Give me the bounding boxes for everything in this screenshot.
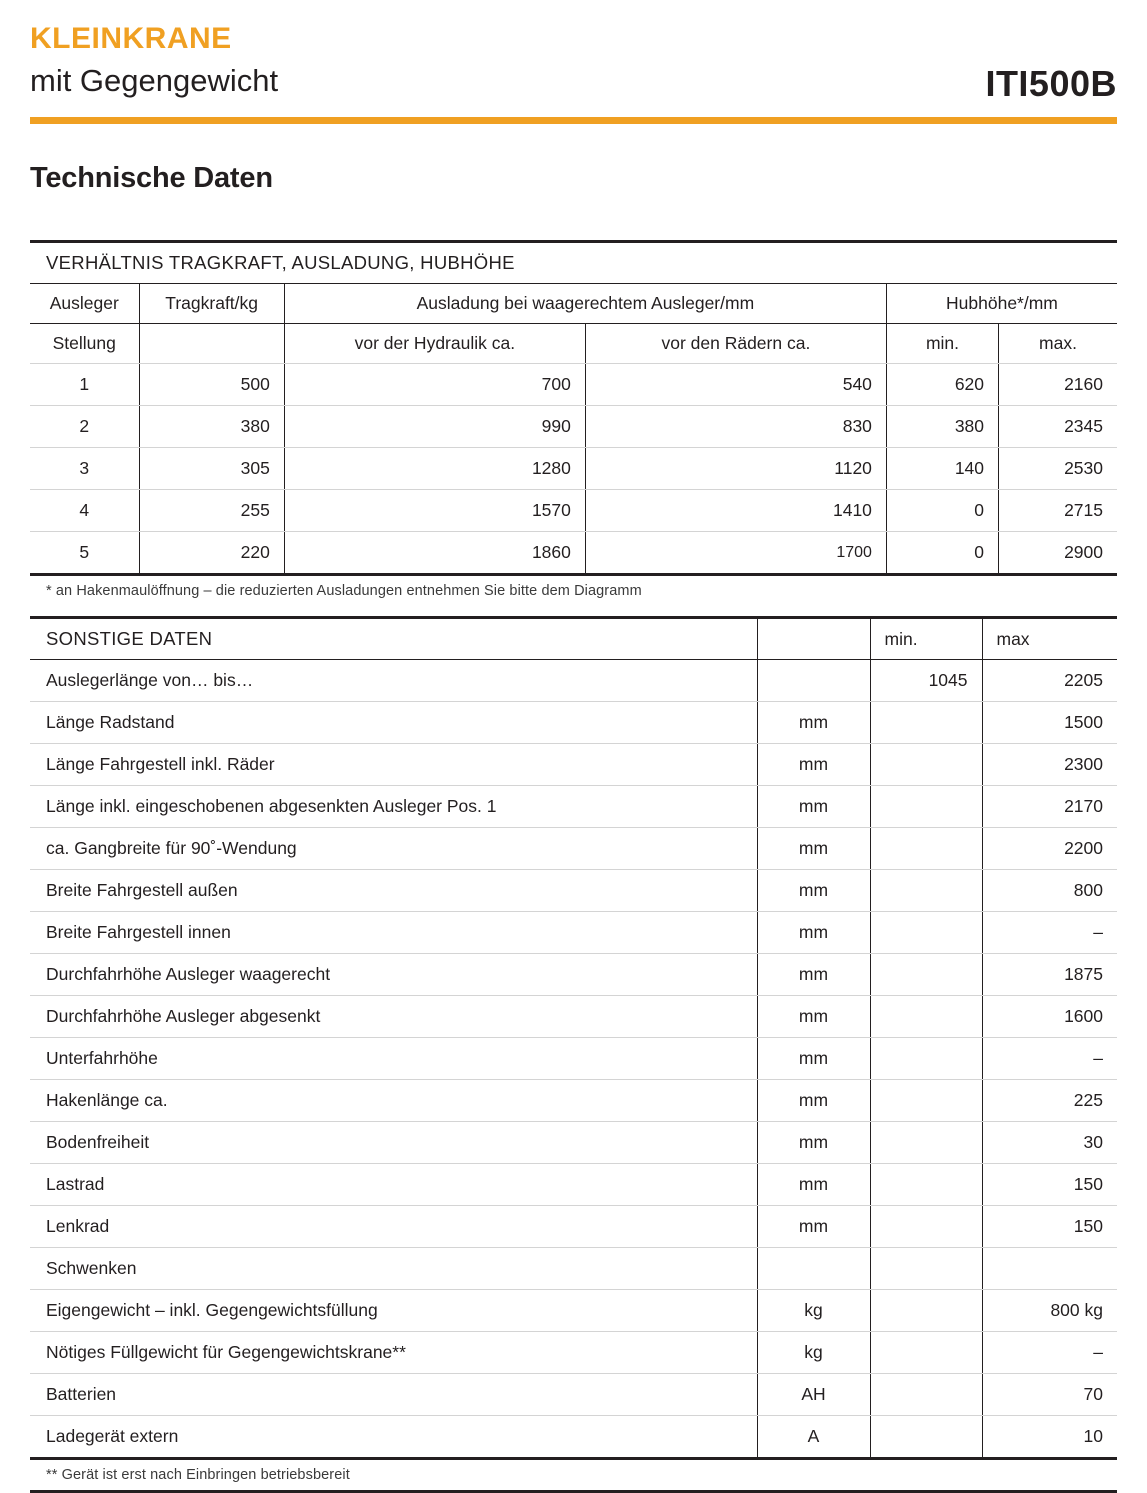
th-stellung: Stellung — [30, 324, 139, 364]
table-row — [30, 996, 1117, 1038]
row-label: Durchfahrhöhe Ausleger waagerecht — [30, 954, 757, 996]
row-max: – — [982, 912, 1117, 954]
row-min — [870, 702, 982, 744]
table-row — [30, 1122, 1117, 1164]
table-row — [30, 1206, 1117, 1248]
row-unit: AH — [757, 1374, 870, 1416]
row-unit: mm — [757, 1122, 870, 1164]
row-label: Eigengewicht – inkl. Gegengewichtsfüllung — [30, 1290, 757, 1332]
cell-tragkraft: 255 — [139, 490, 284, 532]
row-label: Durchfahrhöhe Ausleger abgesenkt — [30, 996, 757, 1038]
th-max: max. — [999, 324, 1117, 364]
th-raeder: vor den Rädern ca. — [585, 324, 886, 364]
row-max: 30 — [982, 1122, 1117, 1164]
cell-max: 2900 — [999, 532, 1117, 575]
table-row — [30, 490, 1117, 532]
row-min: 1045 — [870, 660, 982, 702]
table2-th-max: max — [982, 618, 1117, 660]
row-unit: mm — [757, 828, 870, 870]
table-row — [30, 448, 1117, 490]
cell-raeder: 830 — [585, 406, 886, 448]
row-min — [870, 870, 982, 912]
table-row — [30, 1416, 1117, 1459]
row-unit: mm — [757, 870, 870, 912]
row-max: 2200 — [982, 828, 1117, 870]
row-unit — [757, 1248, 870, 1290]
th-ausleger: Ausleger — [30, 284, 139, 324]
cell-hydraulik: 1280 — [284, 448, 585, 490]
row-unit: mm — [757, 954, 870, 996]
row-label: Unterfahrhöhe — [30, 1038, 757, 1080]
product-subtitle: mit Gegengewicht — [30, 62, 279, 98]
row-label: Bodenfreiheit — [30, 1122, 757, 1164]
th-hydraulik: vor der Hydraulik ca. — [284, 324, 585, 364]
row-max: 10 — [982, 1416, 1117, 1459]
cell-stellung: 1 — [30, 364, 139, 406]
model-number: ITI500B — [985, 63, 1117, 104]
row-max: – — [982, 1332, 1117, 1374]
row-unit: mm — [757, 1080, 870, 1122]
row-max: 800 kg — [982, 1290, 1117, 1332]
table-row — [30, 1374, 1117, 1416]
row-label: Hakenlänge ca. — [30, 1080, 757, 1122]
row-unit: mm — [757, 702, 870, 744]
row-unit: kg — [757, 1332, 870, 1374]
product-category-kicker: KLEINKRANE — [30, 22, 232, 55]
row-min — [870, 1290, 982, 1332]
table1-header-row-2 — [30, 324, 1117, 364]
row-unit: mm — [757, 744, 870, 786]
table-row — [30, 1164, 1117, 1206]
row-label: Länge inkl. eingeschobenen abgesenkten Ausleger Pos. 1 — [30, 786, 757, 828]
row-unit: mm — [757, 912, 870, 954]
row-max: 225 — [982, 1080, 1117, 1122]
th-tragkraft-sub — [139, 324, 284, 364]
row-min — [870, 1416, 982, 1459]
cell-hydraulik: 990 — [284, 406, 585, 448]
table-row — [30, 1080, 1117, 1122]
row-max: 2205 — [982, 660, 1117, 702]
table-row — [30, 1038, 1117, 1080]
table1-caption: VERHÄLTNIS TRAGKRAFT, AUSLADUNG, HUBHÖHE — [30, 242, 1117, 284]
row-min — [870, 1080, 982, 1122]
row-label: Lenkrad — [30, 1206, 757, 1248]
cell-raeder: 540 — [585, 364, 886, 406]
row-label: ca. Gangbreite für 90˚-Wendung — [30, 828, 757, 870]
row-max: 800 — [982, 870, 1117, 912]
cell-min: 380 — [886, 406, 998, 448]
header-title-block — [30, 22, 278, 101]
table2-footnote: ** Gerät ist erst nach Einbringen betriebsbereit — [46, 1467, 350, 1484]
row-unit — [757, 660, 870, 702]
row-min — [870, 1332, 982, 1374]
table-row — [30, 702, 1117, 744]
th-hubhoehe: Hubhöhe*/mm — [886, 284, 1117, 324]
row-label: Ladegerät extern — [30, 1416, 757, 1459]
table-row — [30, 660, 1117, 702]
row-min — [870, 1122, 982, 1164]
table-row — [30, 1248, 1117, 1290]
row-max: 2300 — [982, 744, 1117, 786]
row-min — [870, 996, 982, 1038]
table-row — [30, 1290, 1117, 1332]
cell-max: 2715 — [999, 490, 1117, 532]
cell-raeder: 1700 — [585, 532, 886, 575]
row-min — [870, 1206, 982, 1248]
row-label: Länge Radstand — [30, 702, 757, 744]
row-unit: mm — [757, 786, 870, 828]
row-max: – — [982, 1038, 1117, 1080]
row-label: Breite Fahrgestell außen — [30, 870, 757, 912]
page-header — [30, 0, 1117, 124]
cell-max: 2160 — [999, 364, 1117, 406]
table2-unit-header — [757, 618, 870, 660]
row-min — [870, 828, 982, 870]
row-unit: mm — [757, 996, 870, 1038]
table1-caption-row — [30, 242, 1117, 284]
table2-caption: SONSTIGE DATEN — [30, 618, 757, 660]
row-max: 150 — [982, 1206, 1117, 1248]
cell-tragkraft: 500 — [139, 364, 284, 406]
th-tragkraft: Tragkraft/kg — [139, 284, 284, 324]
row-max: 150 — [982, 1164, 1117, 1206]
cell-tragkraft: 380 — [139, 406, 284, 448]
cell-tragkraft: 305 — [139, 448, 284, 490]
cell-min: 620 — [886, 364, 998, 406]
table-verhaeltnis-wrapper — [30, 240, 1117, 606]
row-max — [982, 1248, 1117, 1290]
row-label: Batterien — [30, 1374, 757, 1416]
table-sonstige — [30, 616, 1117, 1460]
row-min — [870, 954, 982, 996]
table-row — [30, 828, 1117, 870]
row-max: 1875 — [982, 954, 1117, 996]
row-min — [870, 1248, 982, 1290]
cell-max: 2530 — [999, 448, 1117, 490]
table-row — [30, 532, 1117, 575]
section-title: Technische Daten — [30, 162, 273, 195]
row-min — [870, 1164, 982, 1206]
row-label: Lastrad — [30, 1164, 757, 1206]
row-label: Schwenken — [30, 1248, 757, 1290]
row-min — [870, 1038, 982, 1080]
row-unit: mm — [757, 1206, 870, 1248]
row-unit: kg — [757, 1290, 870, 1332]
row-min — [870, 744, 982, 786]
cell-raeder: 1120 — [585, 448, 886, 490]
table-verhaeltnis — [30, 240, 1117, 576]
row-label: Breite Fahrgestell innen — [30, 912, 757, 954]
cell-stellung: 2 — [30, 406, 139, 448]
table-row — [30, 912, 1117, 954]
th-min: min. — [886, 324, 998, 364]
cell-hydraulik: 1570 — [284, 490, 585, 532]
cell-min: 140 — [886, 448, 998, 490]
table-row — [30, 406, 1117, 448]
cell-hydraulik: 700 — [284, 364, 585, 406]
row-label: Auslegerlänge von… bis… — [30, 660, 757, 702]
row-max: 2170 — [982, 786, 1117, 828]
th-ausladung: Ausladung bei waagerechtem Ausleger/mm — [284, 284, 886, 324]
table-row — [30, 1332, 1117, 1374]
cell-stellung: 3 — [30, 448, 139, 490]
row-min — [870, 1374, 982, 1416]
cell-max: 2345 — [999, 406, 1117, 448]
cell-hydraulik: 1860 — [284, 532, 585, 575]
table2-th-min: min. — [870, 618, 982, 660]
row-max: 1500 — [982, 702, 1117, 744]
cell-min: 0 — [886, 532, 998, 575]
row-label: Nötiges Füllgewicht für Gegengewichtskrane** — [30, 1332, 757, 1374]
row-unit: mm — [757, 1164, 870, 1206]
cell-stellung: 4 — [30, 490, 139, 532]
row-unit: A — [757, 1416, 870, 1459]
table-row — [30, 744, 1117, 786]
cell-stellung: 5 — [30, 532, 139, 575]
row-label: Länge Fahrgestell inkl. Räder — [30, 744, 757, 786]
table1-footnote: * an Hakenmaulöffnung – die reduzierten Ausladungen entnehmen Sie bitte dem Diagramm — [46, 583, 642, 600]
cell-min: 0 — [886, 490, 998, 532]
cell-tragkraft: 220 — [139, 532, 284, 575]
table-row — [30, 870, 1117, 912]
cell-raeder: 1410 — [585, 490, 886, 532]
row-min — [870, 786, 982, 828]
table1-header-row-1 — [30, 284, 1117, 324]
table-row — [30, 364, 1117, 406]
table2-header-row — [30, 618, 1117, 660]
row-unit: mm — [757, 1038, 870, 1080]
row-max: 1600 — [982, 996, 1117, 1038]
row-min — [870, 912, 982, 954]
table-row — [30, 786, 1117, 828]
table-row — [30, 954, 1117, 996]
header-accent-rule — [30, 117, 1117, 124]
row-max: 70 — [982, 1374, 1117, 1416]
